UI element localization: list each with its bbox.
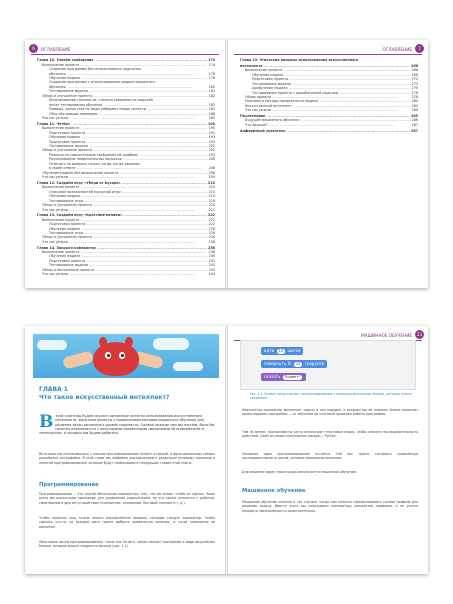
toc-entry-title: Тестирование модели <box>252 81 291 86</box>
chapter-page <box>25 326 225 574</box>
toc-entry-title: Обзор и улучшение проекта <box>42 235 93 240</box>
page-header <box>31 44 219 55</box>
hand-shape <box>62 350 94 369</box>
toc-entry <box>240 58 418 62</box>
toc-entry-page: 287 <box>411 122 418 127</box>
toc-entry-title: после тестирования обучения <box>49 102 103 107</box>
toc-entry-title: Выполнение проекта <box>245 68 283 73</box>
toc-entry-page: 182 <box>208 107 215 112</box>
toc-entry-page: 200 <box>208 139 215 144</box>
scratch-block-move: идти 10 шагов <box>261 347 303 355</box>
toc-entry-page: 286 <box>411 118 418 123</box>
toc-entry-page: 287 <box>411 128 418 133</box>
toc-entry-title: Обучение модели <box>49 226 81 231</box>
toc-entry-title: Сбор обучающих примеров <box>49 111 98 116</box>
toc-entry <box>240 123 418 127</box>
toc-entry-title: Выполнение проекта <box>42 126 80 131</box>
toc-entry-page: 193 <box>208 135 215 140</box>
toc-entry-page: 240 <box>208 254 215 259</box>
toc-entry-title: Отвечать на вопросы только тогда, когда уверены <box>49 161 140 166</box>
toc-entry-page: 202 <box>208 148 215 153</box>
toc-leader <box>69 208 208 212</box>
toc-entry-title: Использование сложности, степени уверенности моделей <box>49 98 153 103</box>
toc-entry-title: Обучение модели без выполнения проекта <box>42 170 119 175</box>
toc-entry-title: Выполнение проекта <box>42 185 80 190</box>
content-page <box>228 326 428 574</box>
running-title: МАШИННОЕ ОБУЧЕНИЕ <box>361 333 412 338</box>
toc-entry-title: Создание программы без использования подсказок <box>49 67 141 72</box>
toc-entry-title: Послесловие <box>240 114 266 118</box>
toc-entry-page: 238 <box>208 249 215 254</box>
toc-entry-title: Что мы узнали <box>42 207 68 212</box>
toc-leader <box>69 240 208 244</box>
toc-entry-page: 208 <box>208 170 215 175</box>
toc-entry-title: Глава 15. Этические вопросы использования искусственного <box>240 58 359 63</box>
toc-entry-title: Причины и методы предвзятости модели <box>245 99 319 104</box>
cloud-shape <box>153 338 189 350</box>
toc-page-right <box>228 40 428 288</box>
toc-entry-page: 210 <box>208 180 215 185</box>
toc-entry-page: 216 <box>208 198 215 203</box>
toc-entry-title: Помощь, какие тексты люди набирают новые проекты <box>49 107 147 112</box>
rotate-icon: ↻ <box>287 361 292 367</box>
toc-entry-title: Тестирование модели <box>49 263 88 268</box>
toc-entry <box>37 116 215 120</box>
toc-entry-title: интеллекта <box>240 63 263 68</box>
running-title: ОГЛАВЛЕНИЕ <box>41 47 71 52</box>
toc-page-left <box>25 40 225 288</box>
toc-entry-title: Глава 10. Узнаём сообщения <box>37 58 94 63</box>
toc-entry-title: Искусственный интеллект <box>245 103 292 108</box>
toc-leader <box>69 272 208 276</box>
toc-entry-page: 234 <box>208 235 215 240</box>
paragraph: Некоторые языки программирования, такие как Scratch, представляют программы в виде визуальных блоков, которые можно соединять мышью (рис. 1.1). <box>39 540 215 549</box>
section-heading: Машинное обучение <box>242 488 306 494</box>
toc-entry-title: Обучение модели <box>49 254 81 259</box>
cloud-shape <box>173 362 203 371</box>
toc-entry-page: 273 <box>411 81 418 86</box>
toc-entry-page: 276 <box>411 90 418 95</box>
toc-entry-title: Обучение модели <box>49 194 81 199</box>
page-number: 7 <box>415 44 424 53</box>
toc-entry-title: обучения <box>49 71 66 76</box>
toc-entry-title: Подготовка проекта <box>49 139 86 144</box>
toc-entry-title: Обзор и улучшение проекта <box>42 203 93 208</box>
toc-entry-page: 214 <box>208 194 215 199</box>
toc-entry-title: Глава 11. Чатбот <box>37 121 70 126</box>
toc-entry-page: 285 <box>411 114 418 118</box>
toc-entry-title: Обзор и выполнение проекта <box>42 267 95 272</box>
running-title: ОГЛАВЛЕНИЕ <box>382 47 412 52</box>
toc-entry-page: 182 <box>208 93 215 98</box>
toc-entry-page: 174 <box>208 58 215 63</box>
toc-entry-title: Глава 12. Создаём игру «Убери от мусора» <box>37 180 121 185</box>
intro-text: этой книге мы будем изучать различные аспекты использования искусственного интеллекта, выполняя проекты с применением методов машинного обучения для решения задач различного уровня сложности. Однако прежде чем мы начнём, было бы полезно ознакомиться с некоторыми справочными сведениями об информатике и технологиях, о которых мы будем работать. <box>39 414 215 436</box>
toc-entry-page: 190 <box>208 121 215 126</box>
paragraph: Для решения задач такого рода используется машинное обучение. <box>242 470 357 474</box>
cloud-shape <box>37 340 67 350</box>
toc-entry-page: 226 <box>208 226 215 231</box>
toc-entry-title: Обучение модели <box>49 76 81 80</box>
toc-entry-page: 209 <box>208 175 215 180</box>
toc-entry-title: Описание возможностей мусорной игры <box>49 189 121 194</box>
toc-entry-page: 242 <box>208 263 215 268</box>
toc-entry-title: Будущее машинного обучения <box>245 118 300 123</box>
bottom-spread <box>25 326 428 574</box>
toc-entry-title: Выполнение проекта <box>42 217 80 222</box>
toc-entry-page: 188 <box>208 111 215 116</box>
toc-entry-title: Подготовка проекта <box>49 222 86 227</box>
paragraph: Чтобы написать код, нужно понять определённые правила, которым следует компьютер. Чтобы сделать что-то, на каждом шаге нужно выбрать правильную команду, и тогда компьютер её выполнит. <box>39 516 215 529</box>
toc-entry-title: Подготовка проекта <box>252 77 289 82</box>
toc-entry-page: 241 <box>208 258 215 263</box>
toc-entry-title: Дообучение модели <box>252 86 288 91</box>
toc-leader <box>69 116 208 120</box>
toc-entry-page: 222 <box>208 222 215 227</box>
paragraph: Машинное обучение полезно в тех случаях, когда нам нелегко сформулировать точные правила для решения задачи. Вместо этого мы показываем компьютеру множество примеров, и он учится находить закономерности самостоятельно. <box>242 500 418 513</box>
chapter-intro <box>39 414 215 435</box>
toc-entry-page: 221 <box>208 207 215 212</box>
chapter-illustration <box>33 334 219 378</box>
figure-caption: Рис. 1.1. Scratch представляет программирование с помощью визуальных блоков, которые нужно соединить <box>250 392 412 400</box>
toc-entry-title: Реакция на сомнительные сообщения об ошибках <box>49 152 138 157</box>
toc-entry-page: 220 <box>208 203 215 208</box>
table-of-contents <box>240 57 418 133</box>
toc-entry-page: 210 <box>208 185 215 190</box>
toc-entry-page: 266 <box>411 68 418 73</box>
toc-entry <box>37 208 215 212</box>
toc-entry-title: в своём ответе <box>49 166 76 171</box>
toc-entry-title: Что мы узнали <box>42 116 68 121</box>
toc-entry-title: Тестирование игры <box>49 230 84 235</box>
toc-entry-title: Тестирование игры <box>49 198 84 203</box>
toc-entry-title: Подготовка проекта <box>49 130 86 135</box>
toc-entry-title: Тестирование модели <box>49 89 88 94</box>
toc-entry-title: Обучение модели <box>49 135 81 140</box>
toc-entry-title: Обзор и улучшение проекта <box>42 93 93 98</box>
toc-entry-title: Что мы узнали <box>42 175 68 180</box>
toc-entry <box>240 129 418 133</box>
toc-entry-page: 275 <box>411 86 418 91</box>
paragraph: Основная идея программирования остаётся той же: нужно составить правильную последовательность шагов, которые компьютер выполнит. <box>242 452 418 461</box>
toc-entry-page: 222 <box>208 217 215 222</box>
toc-leader <box>287 129 410 133</box>
toc-entry-page: 244 <box>208 272 215 277</box>
toc-entry-title: Алфавитный указатель <box>240 128 286 133</box>
toc-leader <box>269 123 411 127</box>
toc-entry-page: 278 <box>411 95 418 99</box>
top-spread <box>25 40 428 288</box>
drop-cap: В <box>39 412 54 432</box>
toc-entry-page: 222 <box>208 213 215 218</box>
toc-entry-title: Выполнение проекта <box>42 249 80 254</box>
scratch-block-say: сказать Привет! <box>261 373 306 381</box>
toc-entry-title: Тестирование модели <box>49 143 88 148</box>
toc-leader <box>272 108 411 112</box>
toc-entry-page: 189 <box>208 116 215 121</box>
toc-entry-page: 266 <box>411 63 418 68</box>
toc-entry-page: 236 <box>208 239 215 244</box>
toc-entry-page: 180 <box>208 84 215 89</box>
toc-entry-title: Что дальше? <box>245 122 268 127</box>
toc-entry-page: 203 <box>208 152 215 157</box>
table-of-contents <box>37 57 215 277</box>
toc-entry-page: 284 <box>411 108 418 113</box>
scratch-figure <box>240 340 416 390</box>
chapter-label: ГЛАВА 1 <box>39 386 68 393</box>
toc-entry-page: 280 <box>411 99 418 104</box>
toc-entry-page: 182 <box>208 102 215 107</box>
toc-entry-page: 202 <box>208 143 215 148</box>
toc-entry <box>37 240 215 244</box>
toc-entry-page: 176 <box>208 71 215 76</box>
toc-entry-title: Тестирование проекта с доработанной моделью <box>252 90 339 95</box>
toc-entry-page: 190 <box>208 126 215 131</box>
toc-entry-title: Что мы узнали <box>42 239 68 244</box>
toc-leader <box>69 175 208 179</box>
toc-entry-title: Обзор и улучшение проекта <box>42 148 93 153</box>
toc-entry-page: 210 <box>208 189 215 194</box>
toc-entry-page: 178 <box>208 76 215 80</box>
toc-entry-title: Глава 14. Закрыто компьютер <box>37 245 96 250</box>
toc-entry-title: Глава 13. Создаём игру «Крестики-нолики» <box>37 213 123 218</box>
toc-entry-page: 282 <box>411 103 418 108</box>
toc-entry-title: Что мы узнали <box>42 272 68 277</box>
robot-mascot <box>93 342 139 376</box>
toc-entry-title: Обучение модели <box>252 72 284 77</box>
toc-entry <box>37 175 215 179</box>
toc-entry-title: Создание программы с использованием модели машинного <box>49 80 156 85</box>
toc-entry-title: Подготовка проекта <box>49 258 86 263</box>
toc-entry-title: Что мы узнали <box>245 108 271 113</box>
toc-entry-title: Распознавание неоднозначных вопросов <box>49 157 122 162</box>
toc-entry-page: 272 <box>411 77 418 82</box>
page-number: 6 <box>29 44 38 53</box>
paragraph: Программирование — это способ объяснения компьютеру того, что мы хотим, чтобы он сделал. Чаще всего мы используем программу для управления компьютером, но это также относится к роботам, смартфонам и другим устройствам (планшетам, телефонам, бытовой технике и т. д.). <box>39 492 215 505</box>
toc-entry-page: 238 <box>208 245 215 250</box>
section-heading: Программирование <box>39 482 99 488</box>
toc-entry-page: 182 <box>208 89 215 94</box>
page-header <box>234 44 422 55</box>
toc-entry-title: Обзор проекта <box>245 95 272 99</box>
toc-entry-title: Выполнение проекта <box>42 62 80 67</box>
toc-entry-page: 191 <box>208 130 215 135</box>
chapter-title: Что такое искусственный интеллект? <box>39 394 170 401</box>
toc-entry-page: 228 <box>208 230 215 235</box>
paragraph: Фактически компьютер выполняет задачу в том порядке, в котором мы её описали. Блоки помогают проектировать программы — от обучения до итоговой проверки работы программы. <box>242 408 418 417</box>
paragraph: Тем не менее, программисты часто используют текстовые языки, чтобы описать последовательность действий. Один из самых популярных языков — Python. <box>242 430 418 439</box>
toc-entry-page: 268 <box>411 72 418 77</box>
scratch-block-turn: повернуть ↻ 15 градусов <box>261 360 327 368</box>
toc-entry-page: 243 <box>208 267 215 272</box>
page-number: 23 <box>416 332 423 337</box>
toc-entry-page: 206 <box>208 166 215 171</box>
toc-entry <box>240 108 418 112</box>
toc-entry-page: 206 <box>208 157 215 162</box>
paragraph: Во вторых мы познакомились с языком программирования Scratch и средой, в функциональных средах разработки интерфейса. В этой главе мы займёмся определением и развитием основных терминов и понятий программирования, которые будут необходимы в следующих главах этой книги. <box>39 452 215 465</box>
toc-entry <box>37 272 215 276</box>
toc-entry-page: 174 <box>208 62 215 67</box>
toc-entry-title: обучения <box>49 84 66 89</box>
